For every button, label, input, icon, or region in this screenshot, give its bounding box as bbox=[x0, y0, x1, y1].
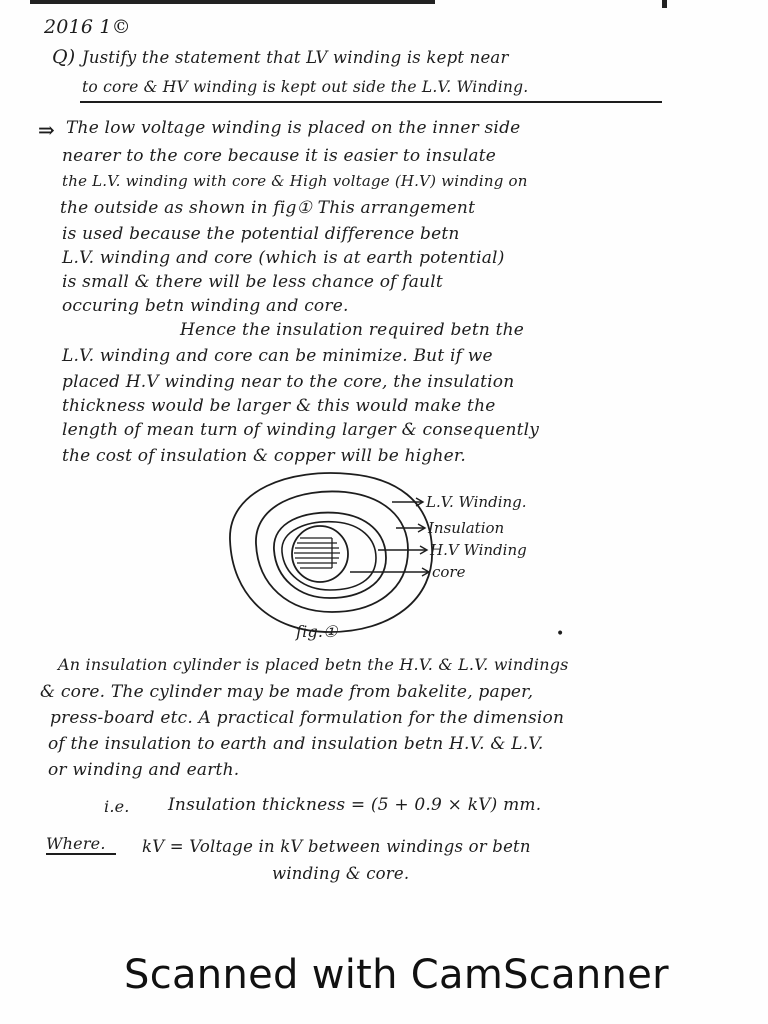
label-hv-winding: H.V Winding bbox=[430, 541, 527, 559]
answer-marker: ⇒ bbox=[38, 118, 55, 142]
figure-caption: fig.① bbox=[296, 622, 338, 641]
formula-prefix: i.e. bbox=[104, 797, 130, 816]
label-insulation: Insulation bbox=[428, 519, 505, 537]
camscanner-watermark: Scanned with CamScanner bbox=[124, 952, 669, 998]
label-lv-winding: L.V. Winding. bbox=[426, 493, 527, 511]
paragraph2-line-3: press-board etc. A practical formulation for the dimension bbox=[50, 708, 565, 728]
answer-line-10: L.V. winding and core can be minimize. But if we bbox=[62, 346, 493, 366]
where-definition-line-2: winding & core. bbox=[272, 864, 410, 883]
answer-line-6: L.V. winding and core (which is at earth potential) bbox=[62, 248, 505, 268]
hv-winding-outline bbox=[274, 513, 386, 598]
stray-dot: • bbox=[556, 626, 565, 642]
answer-line-7: is small & there will be less chance of fault bbox=[62, 272, 443, 292]
answer-line-2: nearer to the core because it is easier to insulate bbox=[62, 146, 497, 166]
where-definition-line-1: kV = Voltage in kV between windings or betn bbox=[142, 837, 531, 856]
paragraph2-line-2: & core. The cylinder may be made from bakelite, paper, bbox=[40, 682, 534, 702]
paragraph2-line-1: An insulation cylinder is placed betn the H.V. & L.V. windings bbox=[58, 655, 569, 674]
answer-line-9: Hence the insulation required betn the bbox=[180, 320, 525, 340]
label-core: core bbox=[432, 563, 466, 581]
answer-line-8: occuring betn winding and core. bbox=[62, 296, 349, 316]
answer-line-11: placed H.V winding near to the core, the insulation bbox=[62, 372, 515, 392]
paragraph2-line-4: of the insulation to earth and insulation betn H.V. & L.V. bbox=[48, 734, 544, 754]
scan-top-edge bbox=[30, 0, 435, 4]
answer-line-1: The low voltage winding is placed on the inner side bbox=[66, 118, 521, 138]
question-label: Q) bbox=[52, 46, 76, 68]
answer-line-13: length of mean turn of winding larger & consequently bbox=[62, 420, 540, 440]
answer-line-3: the L.V. winding with core & High voltage (H.V) winding on bbox=[62, 172, 528, 190]
transformer-winding-figure bbox=[200, 460, 580, 650]
year-reference: 2016 1© bbox=[44, 16, 131, 38]
insulation-formula: Insulation thickness = (5 + 0.9 × kV) mm. bbox=[168, 795, 542, 815]
core-circle bbox=[292, 526, 348, 582]
where-underline bbox=[46, 853, 116, 855]
answer-line-14: the cost of insulation & copper will be higher. bbox=[62, 446, 466, 466]
where-label: Where. bbox=[46, 834, 106, 853]
core-laminations bbox=[294, 538, 340, 568]
question-underline bbox=[80, 101, 662, 103]
answer-line-4: the outside as shown in fig① This arrangement bbox=[60, 198, 476, 218]
answer-line-12: thickness would be larger & this would make the bbox=[62, 396, 496, 416]
question-line-2: to core & HV winding is kept out side the L.V. Winding. bbox=[82, 78, 529, 96]
answer-line-5: is used because the potential difference betn bbox=[62, 224, 460, 244]
scan-top-mark bbox=[662, 0, 667, 8]
question-line-1: Justify the statement that LV winding is kept near bbox=[82, 48, 509, 67]
paragraph2-line-5: or winding and earth. bbox=[48, 760, 240, 780]
